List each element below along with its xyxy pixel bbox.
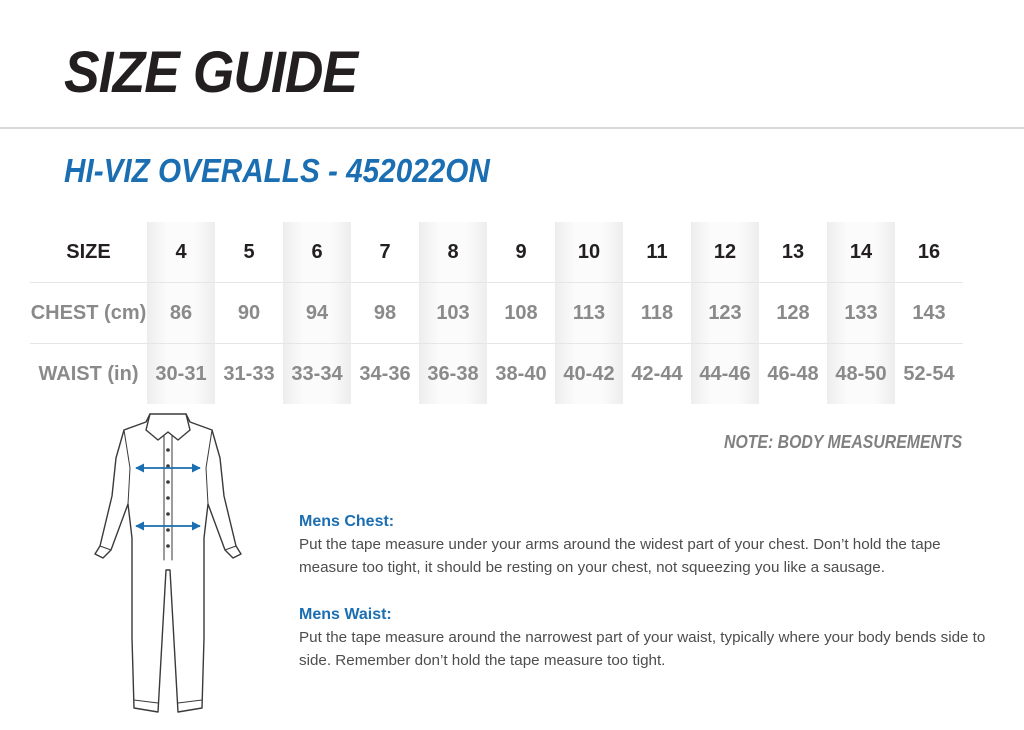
table-cell: 5 <box>243 240 255 263</box>
waist-heading: Mens Waist: <box>299 606 392 623</box>
table-cell: 52-54 <box>903 362 955 385</box>
table-cell: 143 <box>895 283 963 344</box>
table-cell: 14 <box>827 222 895 283</box>
table-cell: 98 <box>351 283 419 344</box>
chest-body: Put the tape measure under your arms around the widest part of your chest. Don’t hold the tape measure too tight, it should be resting on your chest, not squeezing you like a sausage. <box>299 536 941 576</box>
table-cell: 128 <box>759 283 827 344</box>
row-label <box>30 222 147 283</box>
table-cell: 7 <box>379 240 391 263</box>
chest-section <box>299 510 999 579</box>
table-cell: 86 <box>147 283 215 344</box>
product-title: HI-VIZ OVERALLS - 452022ON <box>64 152 490 189</box>
waist-section <box>299 603 999 672</box>
table-cell: 33-34 <box>283 344 351 405</box>
row-label-text: WAIST (in) <box>38 362 139 385</box>
note-text: NOTE: BODY MEASUREMENTS <box>724 432 963 452</box>
table-row <box>30 222 963 283</box>
table-cell: 133 <box>827 283 895 344</box>
table-cell: 12 <box>691 222 759 283</box>
table-cell: 90 <box>215 283 283 344</box>
table-cell: 44-46 <box>691 344 759 405</box>
table-cell: 10 <box>555 222 623 283</box>
row-label-text: CHEST (cm) <box>30 301 147 324</box>
table-cell: 36-38 <box>419 344 487 405</box>
table-cell: 103 <box>419 283 487 344</box>
table-row <box>30 283 963 344</box>
table-cell: 123 <box>691 283 759 344</box>
waist-body: Put the tape measure around the narrowest part of your waist, typically where your body bends side to side. Remember don’t hold the tape measure too tight. <box>299 629 986 669</box>
table-cell: 11 <box>646 240 668 263</box>
overalls-measurement-icon <box>84 408 252 720</box>
table-cell: 94 <box>283 283 351 344</box>
table-cell: 9 <box>515 240 527 263</box>
table-row <box>30 344 963 405</box>
table-cell: 31-33 <box>223 362 275 385</box>
row-label <box>30 283 147 344</box>
table-cell: 30-31 <box>147 344 215 405</box>
table-cell: 6 <box>283 222 351 283</box>
header-divider <box>0 127 1024 129</box>
table-cell: 40-42 <box>555 344 623 405</box>
table-cell: 42-44 <box>631 362 683 385</box>
row-label <box>30 344 147 405</box>
table-cell: 8 <box>419 222 487 283</box>
table-cell: 118 <box>623 283 691 344</box>
table-cell: 16 <box>917 240 941 263</box>
table-cell: 13 <box>781 240 805 263</box>
table-cell: 34-36 <box>359 362 411 385</box>
row-label-text: SIZE <box>66 240 111 263</box>
chest-heading: Mens Chest: <box>299 513 395 530</box>
table-cell: 46-48 <box>767 362 819 385</box>
table-cell: 38-40 <box>495 362 547 385</box>
table-cell: 4 <box>147 222 215 283</box>
table-cell: 113 <box>555 283 623 344</box>
size-table <box>30 222 963 404</box>
page-title: SIZE GUIDE <box>64 40 358 105</box>
table-cell: 48-50 <box>827 344 895 405</box>
table-cell: 108 <box>487 283 555 344</box>
